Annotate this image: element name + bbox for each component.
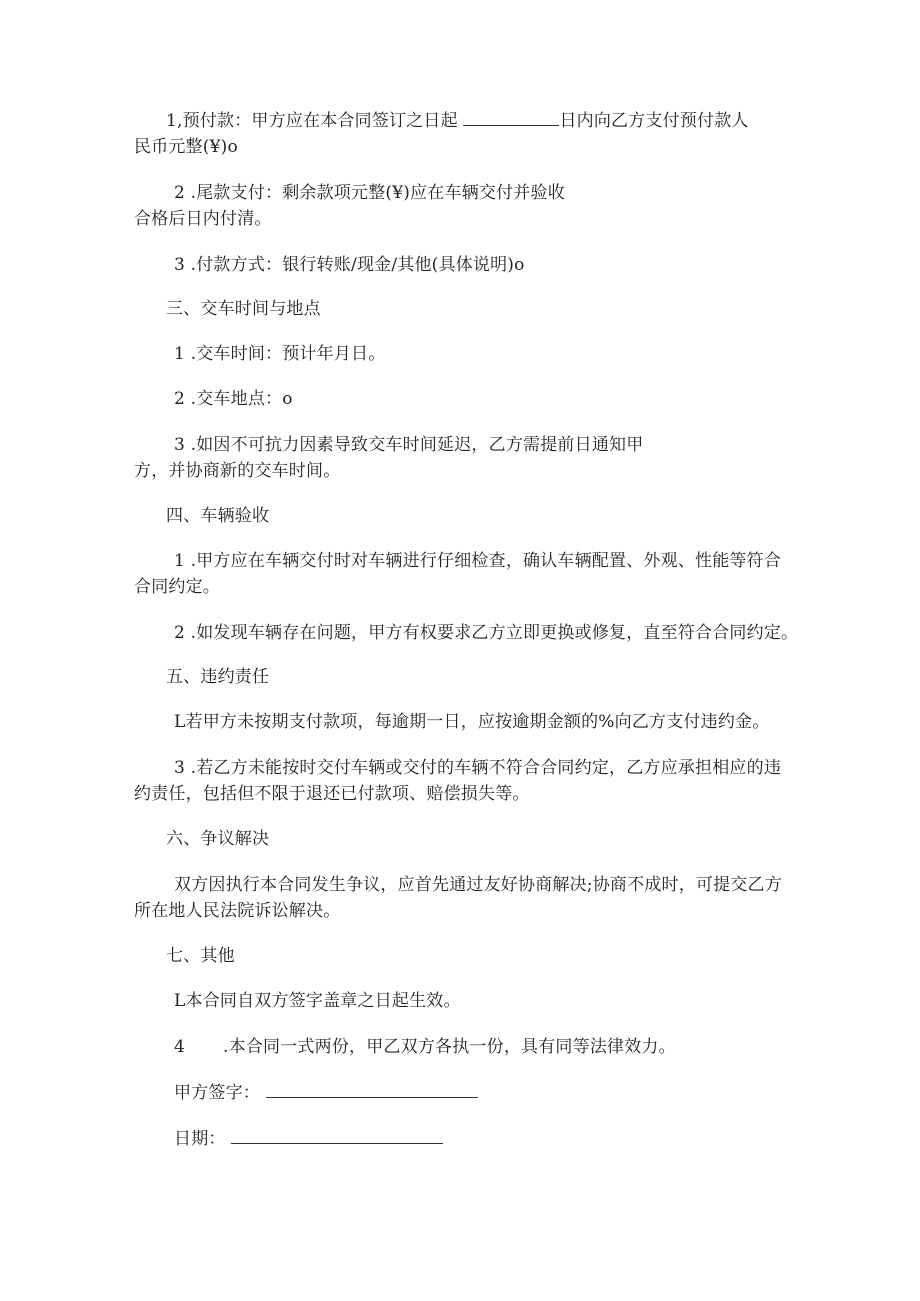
other-clause-4-number: 4 <box>174 1037 186 1057</box>
payment-clause-3: 3 .付款方式：银行转账/现金/其他(具体说明)o <box>174 255 525 275</box>
party-a-signature-label: 甲方签字： <box>174 1083 260 1103</box>
section-heading-dispute: 六、争议解决 <box>166 829 270 849</box>
party-a-signature-field[interactable] <box>266 1083 478 1098</box>
section-heading-acceptance: 四、车辆验收 <box>166 506 270 526</box>
acceptance-clause-1-line-2: 合同约定。 <box>134 577 220 597</box>
date-label: 日期： <box>174 1129 226 1149</box>
acceptance-clause-1-line-1: 1 .甲方应在车辆交付时对车辆进行仔细检查，确认车辆配置、外观、性能等符合 <box>174 551 782 571</box>
other-clause-4 <box>174 1036 676 1058</box>
days-blank-field <box>463 111 559 126</box>
payment-clause-1-line-1 <box>166 110 749 132</box>
payment-clause-1-text-a: 1,预付款：甲方应在本合同签订之日起 <box>166 111 458 131</box>
section-heading-liability: 五、违约责任 <box>166 667 270 687</box>
delivery-clause-2: 2 .交车地点：o <box>174 389 293 409</box>
other-clause-1: L本合同自双方签字盖章之日起生效。 <box>174 991 461 1011</box>
liability-clause-3-line-2: 约责任，包括但不限于退还已付款项、赔偿损失等。 <box>134 784 530 804</box>
other-clause-4-text: .本合同一式两份，甲乙双方各执一份，具有同等法律效力。 <box>223 1037 676 1057</box>
payment-clause-1-text-b: 日内向乙方支付预付款人 <box>559 111 749 131</box>
section-heading-delivery: 三、交车时间与地点 <box>166 299 321 319</box>
delivery-clause-3-line-1: 3 .如因不可抗力因素导致交车时间延迟，乙方需提前日通知甲 <box>174 435 644 455</box>
payment-clause-1-line-2: 民币元整(¥)o <box>134 137 238 157</box>
liability-clause-1: L若甲方未按期支付款项，每逾期一日，应按逾期金额的%向乙方支付违约金。 <box>174 712 770 732</box>
delivery-clause-1: 1 .交车时间：预计年月日。 <box>174 344 386 364</box>
date-row <box>174 1128 443 1150</box>
delivery-clause-3-line-2: 方，并协商新的交车时间。 <box>134 461 341 481</box>
acceptance-clause-2: 2 .如发现车辆存在问题，甲方有权要求乙方立即更换或修复，直至符合合同约定。 <box>174 623 799 643</box>
payment-clause-2-line-2: 合格后日内付清。 <box>134 209 272 229</box>
liability-clause-3-line-1: 3 .若乙方未能按时交付车辆或交付的车辆不符合合同约定，乙方应承担相应的违 <box>174 758 782 778</box>
party-a-signature-row <box>174 1082 478 1104</box>
date-field[interactable] <box>231 1129 443 1144</box>
dispute-clause-line-1: 双方因执行本合同发生争议，应首先通过友好协商解决;协商不成时，可提交乙方 <box>174 875 782 895</box>
payment-clause-2-line-1: 2 .尾款支付：剩余款项元整(¥)应在车辆交付并验收 <box>174 183 565 203</box>
section-heading-other: 七、其他 <box>166 946 235 966</box>
dispute-clause-line-2: 所在地人民法院诉讼解决。 <box>134 901 341 921</box>
